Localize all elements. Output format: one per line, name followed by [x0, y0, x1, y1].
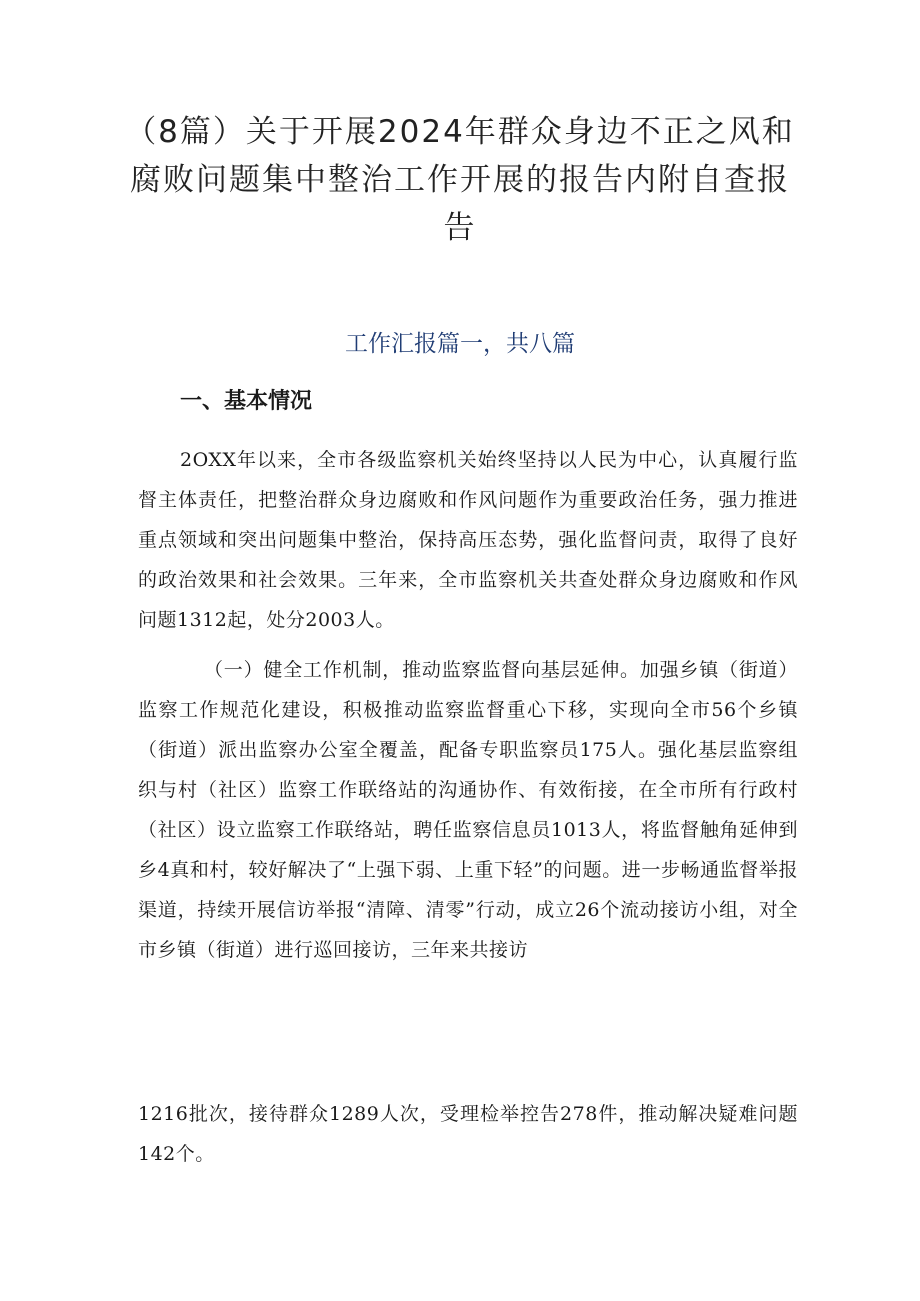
- paragraph-overview: 2OXX年以来，全市各级监察机关始终坚持以人民为中心，认真履行监督主体责任，把整治群众身边腐败和作风问题作为重要政治任务，强力推进重点领域和突出问题集中整治，保持高压态势，强化监督问责，取得了良好的政治效果和社会效果。三年来，全市监察机关共查处群众身边腐败和作风问题1312起，处分2003人。: [138, 449, 798, 631]
- document-subtitle: 工作汇报篇一，共八篇: [345, 331, 575, 357]
- paragraph-work-mechanism: （一）健全工作机制，推动监察监督向基层延伸。加强乡镇（街道）监察工作规范化建设，积极推动监察监督重心下移，实现向全市56个乡镇（街道）派出监察办公室全覆盖，配备专职监察员175人。强化基层监察组织与村（社区）监察工作联络站的沟通协作、有效衔接，在全市所有行政村（社区）设立监察工作联络站，聘任监察信息员1013人，将监督触角延伸到乡4真和村，较好解决了“上强下弱、上重下轻”的问题。进一步畅通监督举报渠道，持续开展信访举报“清障、清零”行动，成立26个流动接访小组，对全市乡镇（街道）进行巡回接访，三年来共接访: [138, 659, 798, 961]
- paragraph-continuation: 1216批次，接待群众1289人次，受理检举控告278件，推动解决疑难问题142个。: [138, 1103, 798, 1165]
- section-heading: 一、基本情况: [180, 389, 313, 414]
- document-title: （8篇）关于开展2024年群众身边不正之风和腐败问题集中整治工作开展的报告内附自查报告: [125, 114, 795, 246]
